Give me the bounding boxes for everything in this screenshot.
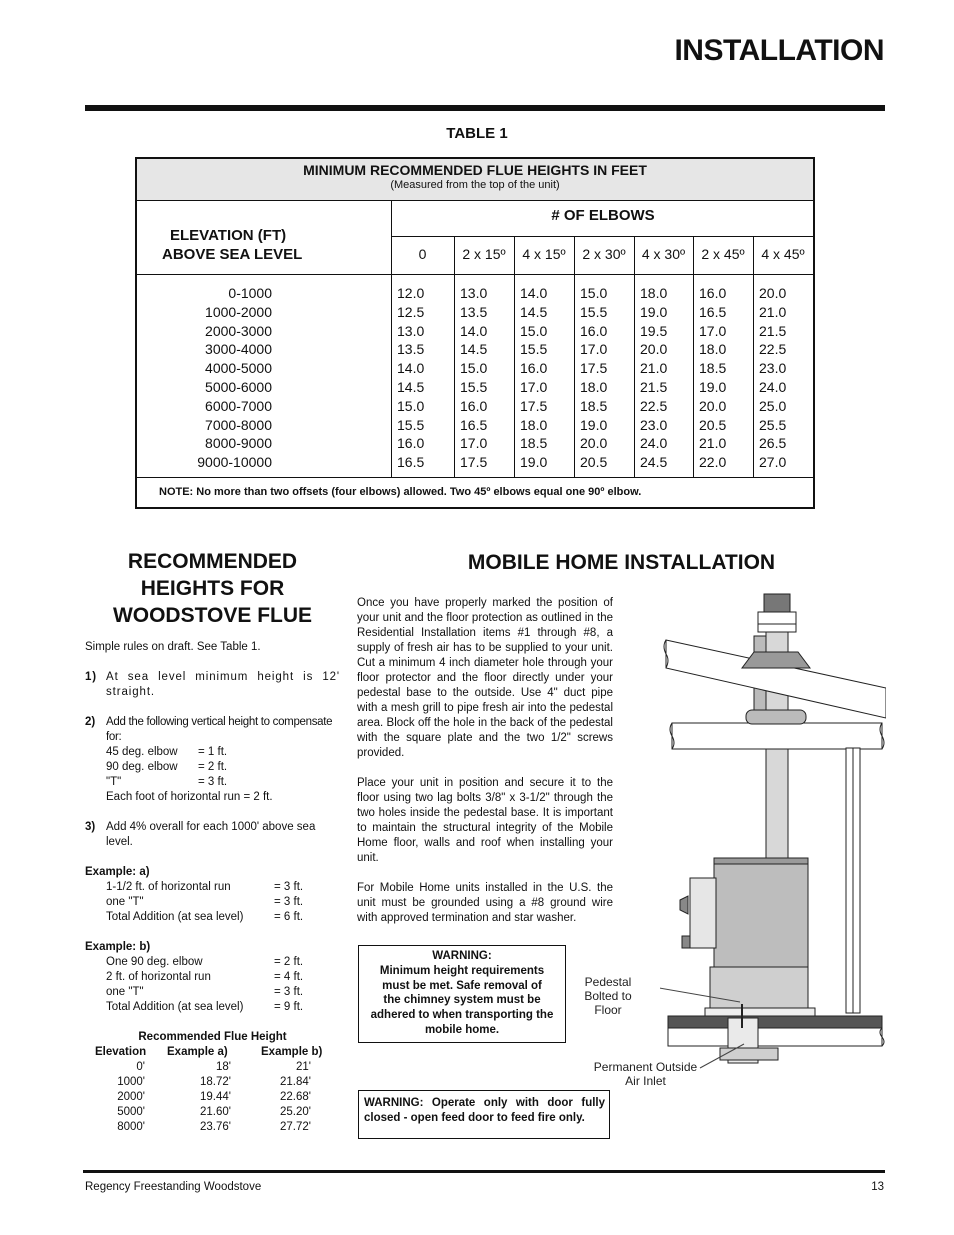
rfh-cell: 2000' <box>117 1091 145 1103</box>
rfh-cell: 19.44' <box>200 1091 231 1103</box>
warning-line: must be met. Safe removal of <box>382 979 542 992</box>
item-value: = 9 ft. <box>274 1001 304 1013</box>
list-item <box>106 970 340 985</box>
warning-line: the chimney system must be <box>383 994 541 1007</box>
elevation-cell: 4000-5000 <box>205 360 272 377</box>
value-cell: 19.5 <box>640 322 668 339</box>
value-cell: 21.5 <box>759 322 787 339</box>
item-value: = 4 ft. <box>274 971 304 983</box>
list-item <box>106 745 340 760</box>
value-cell: 22.5 <box>640 397 668 414</box>
list-item <box>106 775 340 790</box>
mobile-home-stove-diagram <box>660 588 886 1088</box>
value-column <box>759 284 786 472</box>
rule-text: At sea level minimum height is 12' straight. <box>106 671 340 698</box>
value-cell: 17.5 <box>520 397 548 414</box>
example-a-items <box>85 880 340 925</box>
item-label: "T" <box>106 776 122 788</box>
column-header: 2 x 30º <box>582 246 626 262</box>
rfh-cell: 5000' <box>117 1106 145 1118</box>
section-title-mobile-home: MOBILE HOME INSTALLATION <box>467 551 776 574</box>
label-line: Air Inlet <box>625 1074 666 1088</box>
column-divider <box>454 236 455 477</box>
rfh-cell: 8000' <box>117 1121 145 1133</box>
value-cell: 16.0 <box>699 285 727 301</box>
rfh-cell: 27.72' <box>280 1121 311 1133</box>
value-cell: 13.5 <box>460 303 488 320</box>
value-cell: 18.0 <box>699 341 727 358</box>
warning-box-height <box>358 945 566 1043</box>
flue-height-table <box>135 157 815 509</box>
value-cell: 20.0 <box>699 397 727 414</box>
value-cell: 20.0 <box>580 435 608 452</box>
table-label: TABLE 1 <box>446 125 508 142</box>
value-cell: 17.5 <box>460 454 488 471</box>
top-rule <box>85 105 885 111</box>
elevation-column <box>197 284 272 472</box>
elevation-cell: 2000-3000 <box>205 322 272 339</box>
pedestal-label <box>578 975 638 1017</box>
rfh-cell: 23.76' <box>200 1121 231 1133</box>
rfh-rows <box>85 1045 340 1135</box>
rule-number: 1) <box>85 671 98 683</box>
value-cell: 19.0 <box>640 303 668 320</box>
rfh-cell: 0' <box>136 1061 145 1073</box>
value-cell: 15.0 <box>520 322 548 339</box>
value-cell: 18.0 <box>580 378 608 395</box>
value-cell: 13.0 <box>460 285 488 301</box>
value-cell: 14.5 <box>397 378 425 395</box>
value-cell: 21.0 <box>759 303 787 320</box>
value-cell: 13.0 <box>397 322 425 339</box>
value-cell: 12.0 <box>397 285 425 301</box>
warning-line: WARNING: <box>432 950 492 962</box>
value-column <box>580 284 607 472</box>
rule-number: 2) <box>85 716 96 728</box>
value-cell: 17.0 <box>460 435 488 452</box>
rule-2-tail: Each foot of horizontal run = 2 ft. <box>106 791 273 803</box>
elevation-cell: 7000-8000 <box>205 416 272 433</box>
label-line: Bolted to <box>584 989 632 1003</box>
label-line: Permanent Outside <box>593 1060 698 1074</box>
rfh-title: Recommended Flue Height <box>138 1031 287 1043</box>
value-cell: 14.5 <box>460 341 488 358</box>
column-divider <box>514 236 515 477</box>
value-cell: 24.5 <box>640 454 668 471</box>
value-cell: 15.5 <box>520 341 548 358</box>
elevation-header-line1: ELEVATION (FT) <box>170 227 287 244</box>
value-cell: 19.0 <box>699 378 727 395</box>
value-cell: 25.5 <box>759 416 787 433</box>
value-cell: 16.0 <box>580 322 608 339</box>
header-bottom-rule <box>137 274 813 275</box>
value-cell: 20.0 <box>640 341 668 358</box>
column-header: 2 x 45º <box>701 246 745 262</box>
rfh-cell: 18.72' <box>200 1076 231 1088</box>
rfh-header-row <box>85 1045 340 1060</box>
value-cell: 16.5 <box>460 416 488 433</box>
rfh-cell: 25.20' <box>280 1106 311 1118</box>
item-label: one "T" <box>106 896 144 908</box>
value-cell: 23.0 <box>759 360 787 377</box>
column-divider <box>634 236 635 477</box>
label-line: Floor <box>594 1003 622 1017</box>
column-divider <box>753 236 754 477</box>
rule-2 <box>85 715 340 805</box>
item-value: = 3 ft. <box>274 896 304 908</box>
list-item <box>106 760 340 775</box>
warning-box-door: WARNING: Operate only with door fully closed - open feed door to feed fire only. <box>358 1090 610 1139</box>
value-cell: 18.0 <box>520 416 548 433</box>
column-divider <box>574 236 575 477</box>
value-cell: 17.0 <box>699 322 727 339</box>
paragraph: For Mobile Home units installed in the U.S. the unit must be grounded using a #8 ground wire with approved termination and star washer. <box>357 882 613 924</box>
value-cell: 17.0 <box>520 378 548 395</box>
value-column <box>699 284 726 472</box>
bottom-rule <box>83 1170 885 1173</box>
value-cell: 15.5 <box>580 303 608 320</box>
value-cell: 18.5 <box>520 435 548 452</box>
elevation-cell: 8000-9000 <box>205 435 272 452</box>
item-label: Total Addition (at sea level) <box>106 1001 244 1013</box>
elevation-header-line2: ABOVE SEA LEVEL <box>162 246 303 263</box>
list-item <box>106 1000 340 1015</box>
table-row <box>85 1075 340 1090</box>
value-column <box>520 284 547 472</box>
value-cell: 12.5 <box>397 303 425 320</box>
value-cell: 18.5 <box>580 397 608 414</box>
value-column <box>397 284 424 472</box>
warning-line: adhered to when transporting the <box>370 1009 554 1022</box>
value-cell: 14.0 <box>397 360 425 377</box>
rule-1 <box>85 670 340 700</box>
item-label: 1-1/2 ft. of horizontal run <box>106 881 231 893</box>
table-row <box>85 1105 340 1120</box>
elevation-cell: 1000-2000 <box>205 303 272 320</box>
rfh-cell: 1000' <box>117 1076 145 1088</box>
value-cell: 16.0 <box>460 397 488 414</box>
column-divider <box>693 236 694 477</box>
value-cell: 19.0 <box>520 454 548 471</box>
rfh-cell: 21' <box>296 1061 311 1073</box>
value-cell: 19.0 <box>580 416 608 433</box>
rfh-header-cell: Example b) <box>261 1046 323 1058</box>
paragraph: Once you have properly marked the position of your unit and the floor protection as outlined in the Residential Installation items #1 through #8, a supply of fresh air has to be supplied to your unit. Cut a minimum 4 inch diameter hole through your floor protector and the floor directly under your pedestal base to the outside. Use 4" duct pipe with a mesh grill to pipe fresh air into the pedestal area. Block off the hole in the back of the pedestal with the square plate and the two 1/2" screws provided. <box>357 597 613 759</box>
label-line: Pedestal <box>584 975 632 989</box>
recommended-flue-height-table <box>85 1030 340 1135</box>
value-cell: 22.0 <box>699 454 727 471</box>
value-cell: 15.5 <box>460 378 488 395</box>
value-cell: 16.0 <box>520 360 548 377</box>
title-line: WOODSTOVE FLUE <box>112 604 313 627</box>
elevation-cell: 0-1000 <box>228 285 272 301</box>
title-line: RECOMMENDED <box>127 550 298 573</box>
rfh-cell: 21.84' <box>280 1076 311 1088</box>
value-cell: 17.0 <box>580 341 608 358</box>
list-item <box>106 985 340 1000</box>
list-item <box>106 895 340 910</box>
value-cell: 24.0 <box>759 378 787 395</box>
value-cell: 26.5 <box>759 435 787 452</box>
column-header: 0 <box>418 246 427 262</box>
item-value: = 3 ft. <box>274 986 304 998</box>
table-subtitle: (Measured from the top of the unit) <box>390 179 560 191</box>
value-cell: 20.5 <box>580 454 608 471</box>
rule-text: Add 4% overall for each 1000' above sea level. <box>106 821 316 848</box>
elevation-cell: 6000-7000 <box>205 397 272 414</box>
value-cell: 23.0 <box>640 416 668 433</box>
value-cell: 13.5 <box>397 341 425 358</box>
elevation-cell: 5000-6000 <box>205 378 272 395</box>
example-b-items <box>85 955 340 1015</box>
item-label: Total Addition (at sea level) <box>106 911 244 923</box>
page-title: INSTALLATION <box>674 34 884 67</box>
note-rule <box>137 477 813 478</box>
value-cell: 14.5 <box>520 303 548 320</box>
rfh-cell: 22.68' <box>280 1091 311 1103</box>
warning-line: Minimum height requirements <box>379 964 545 977</box>
item-value: = 3 ft. <box>274 881 304 893</box>
table-title: MINIMUM RECOMMENDED FLUE HEIGHTS IN FEET <box>303 162 647 178</box>
list-item <box>106 955 340 970</box>
elbows-header: # OF ELBOWS <box>551 207 655 224</box>
item-value: = 2 ft. <box>198 761 228 773</box>
elevation-cell: 9000-10000 <box>197 454 272 471</box>
value-cell: 17.5 <box>580 360 608 377</box>
value-cell: 20.0 <box>759 285 787 301</box>
value-cell: 14.0 <box>520 285 548 301</box>
value-cell: 18.0 <box>640 285 668 301</box>
value-cell: 21.0 <box>640 360 668 377</box>
item-value: = 1 ft. <box>198 746 228 758</box>
value-column <box>640 284 667 472</box>
table-header <box>137 159 813 201</box>
value-cell: 25.0 <box>759 397 787 414</box>
footer-title: Regency Freestanding Woodstove <box>85 1181 262 1193</box>
elevation-divider <box>391 200 392 478</box>
item-label: 2 ft. of horizontal run <box>106 971 211 983</box>
example-a-title: Example: a) <box>85 866 150 878</box>
value-cell: 22.5 <box>759 341 787 358</box>
column-header: 4 x 15º <box>522 246 566 262</box>
title-line: HEIGHTS FOR <box>140 577 285 600</box>
item-value: = 2 ft. <box>274 956 304 968</box>
mobile-home-text <box>357 596 613 941</box>
table-row <box>85 1090 340 1105</box>
column-header: 4 x 30º <box>641 246 686 262</box>
value-cell: 20.5 <box>699 416 727 433</box>
rfh-header-cell: Example a) <box>167 1046 228 1058</box>
item-value: = 3 ft. <box>198 776 228 788</box>
column-header: 4 x 45º <box>761 246 805 262</box>
value-cell: 27.0 <box>759 454 787 471</box>
value-cell: 21.5 <box>640 378 668 395</box>
item-label: one "T" <box>106 986 144 998</box>
item-label: One 90 deg. elbow <box>106 956 203 968</box>
list-item <box>106 910 340 925</box>
value-cell: 16.5 <box>397 454 425 471</box>
item-value: = 6 ft. <box>274 911 304 923</box>
rule-text: Add the following vertical height to compensate for: <box>106 716 333 743</box>
section-title-recommended-heights <box>85 548 340 629</box>
elevation-header <box>137 201 391 273</box>
warning-line: mobile home. <box>424 1023 500 1036</box>
value-cell: 15.0 <box>580 285 608 301</box>
example-b <box>85 940 340 1015</box>
rule-3 <box>85 820 340 850</box>
draft-rules <box>85 640 340 1135</box>
value-cell: 24.0 <box>640 435 668 452</box>
rfh-header-cell: Elevation <box>95 1046 147 1058</box>
value-cell: 15.0 <box>460 360 488 377</box>
value-cell: 15.5 <box>397 416 425 433</box>
value-cell: 21.0 <box>699 435 727 452</box>
rule-number: 3) <box>85 821 96 833</box>
rfh-cell: 18' <box>216 1061 231 1073</box>
value-cell: 16.5 <box>699 303 727 320</box>
table-row <box>85 1120 340 1135</box>
item-label: 90 deg. elbow <box>106 761 178 773</box>
intro-text: Simple rules on draft. See Table 1. <box>85 641 261 653</box>
example-a <box>85 865 340 925</box>
value-column <box>460 284 487 472</box>
air-inlet-label <box>588 1060 703 1088</box>
table-row <box>85 1060 340 1075</box>
item-label: 45 deg. elbow <box>106 746 178 758</box>
value-cell: 15.0 <box>397 397 425 414</box>
rfh-cell: 21.60' <box>200 1106 231 1118</box>
elevation-cell: 3000-4000 <box>205 341 272 358</box>
value-cell: 14.0 <box>460 322 488 339</box>
rule-2-items <box>106 745 340 790</box>
example-b-title: Example: b) <box>85 941 151 953</box>
list-item <box>106 880 340 895</box>
table-note: NOTE: No more than two offsets (four elbows) allowed. Two 45º elbows equal one 90º elbow. <box>159 486 642 498</box>
paragraph: Place your unit in position and secure it to the floor using two lag bolts 3/8" x 3-1/2" through the two holes inside the pedestal base. It is important to maintain the structural integrity of the Mobile Home floor, walls and roof when installing your unit. <box>357 777 613 864</box>
value-cell: 16.0 <box>397 435 425 452</box>
value-cell: 18.5 <box>699 360 727 377</box>
column-header: 2 x 15º <box>462 246 506 262</box>
page-number: 13 <box>871 1181 884 1193</box>
